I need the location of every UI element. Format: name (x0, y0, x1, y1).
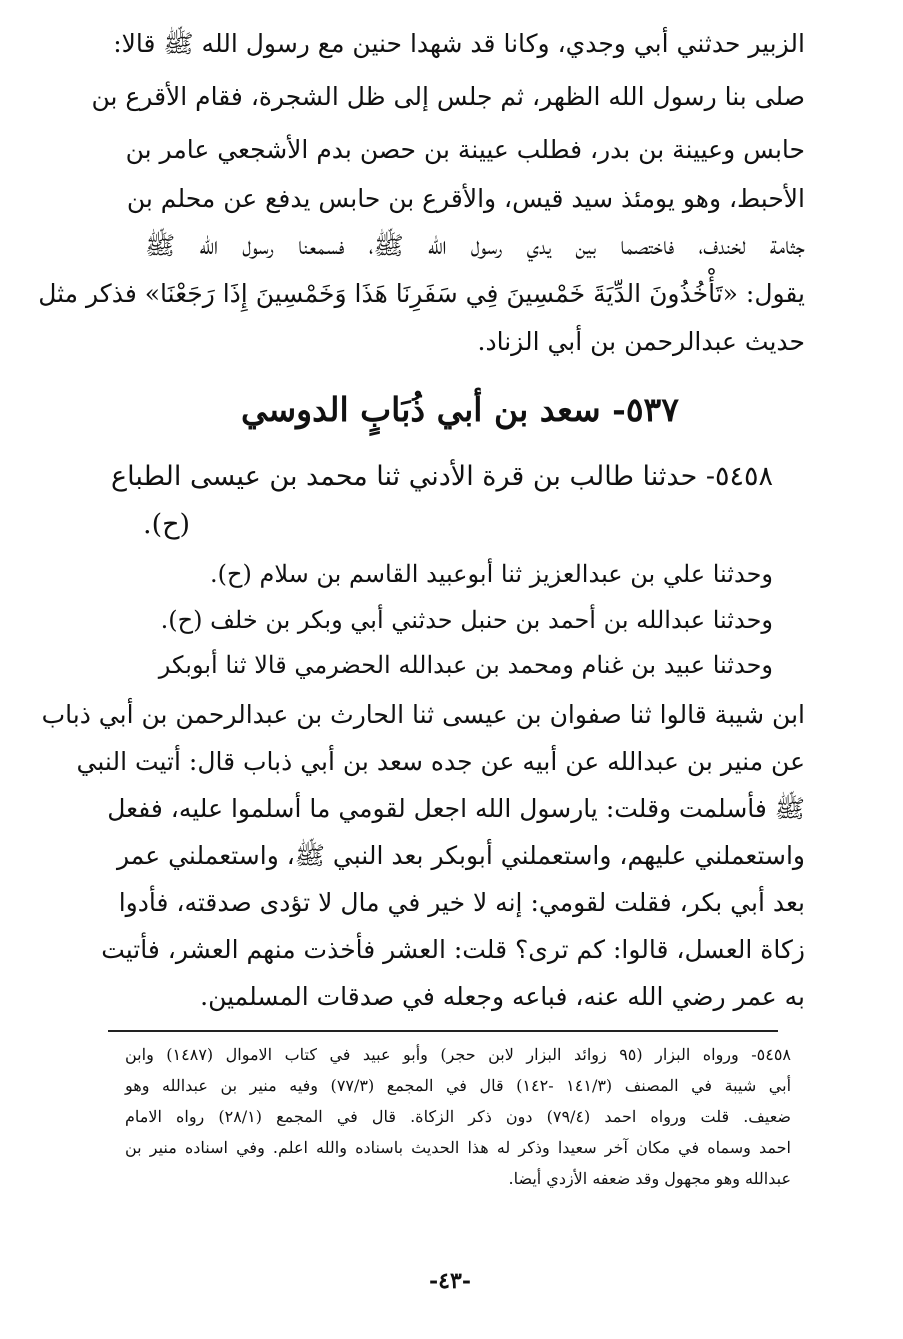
hadith-body-line-7: به عمر رضي الله عنه، فباعه وجعله في صدقات المسلمين. (200, 982, 805, 1011)
continued-text-line-6: يقول: «تَأْخُذُونَ الدِّيَةَ خَمْسِينَ فِي سَفَرِنَا هَذَا وَخَمْسِينَ إِذَا رَجَعْنَا» فذكر مثل (38, 279, 805, 308)
section-heading: ٥٣٧- سعد بن أبي ذُبَابٍ الدوسي (240, 390, 680, 429)
page-number: -٤٣- (429, 1268, 471, 1294)
continued-text-line-1: الزبير حدثني أبي وجدي، وكانا قد شهدا حنين مع رسول الله ﷺ قالا: (113, 29, 805, 58)
hadith-body-line-1: ابن شيبة قالوا ثنا صفوان بن عيسى ثنا الحارث بن عبدالرحمن بن أبي ذباب (41, 700, 805, 729)
hadith-body-line-3: ﷺ فأسلمت وقلت: يارسول الله اجعل لقومي ما أسلموا عليه، ففعل (107, 794, 805, 823)
hadith-opening-line: ٥٤٥٨- حدثنا طالب بن قرة الأدني ثنا محمد بن عيسى الطباع (111, 461, 773, 492)
footnote-line-1: ٥٤٥٨- ورواه البزار (٩٥ زوائد البزار لابن حجر) وأبو عبيد في كتاب الاموال (١٤٨٧) وابن (125, 1045, 791, 1064)
chain-line-3: وحدثنا عبيد بن غنام ومحمد بن عبدالله الحضرمي قالا ثنا أبوبكر (158, 651, 773, 679)
hadith-body-line-2: عن منير بن عبدالله عن أبيه عن جده سعد بن أبي ذباب قال: أتيت النبي (76, 747, 805, 776)
chain-line-2: وحدثنا عبدالله بن أحمد بن حنبل حدثني أبي وبكر بن خلف (ح). (160, 606, 773, 634)
footnote-line-4: احمد وسماه في مكان آخر سعيدا وذكر له هذا الحديث باسناده والله اعلم. وفي اسناده منير بن (125, 1138, 791, 1157)
continued-text-line-2: صلى بنا رسول الله الظهر، ثم جلس إلى ظل الشجرة، فقام الأقرع بن (91, 82, 805, 111)
footnote-line-3: ضعيف. قلت ورواه احمد (٧٩/٤) دون ذكر الزكاة. قال في المجمع (٢٨/١) رواه الامام (125, 1107, 791, 1126)
continued-text-line-4: الأحبط، وهو يومئذ سيد قيس، والأقرع بن حابس يدفع عن محلم بن (126, 184, 805, 213)
footnote-line-2: أبي شيبة في المصنف (١٤١/٣ -١٤٢) قال في المجمع (٧٧/٣) وفيه منير بن عبدالله وهو (125, 1076, 792, 1095)
hadith-body-line-5: بعد أبي بكر، فقلت لقومي: إنه لا خير في مال لا تؤدى صدقته، فأدوا (118, 888, 805, 917)
hadith-body-line-4: واستعملني عليهم، واستعملني أبوبكر بعد النبي ﷺ، واستعملني عمر (116, 841, 805, 870)
chain-line-1: وحدثنا علي بن عبدالعزيز ثنا أبوعبيد القاسم بن سلام (ح). (209, 560, 773, 588)
hadith-opening-end: (ح). (143, 509, 191, 540)
hadith-body-line-6: زكاة العسل، قالوا: كم ترى؟ قلت: العشر فأخذت منهم العشر، فأتيت (101, 935, 805, 964)
footnote-line-5: عبدالله وهو مجهول وقد ضعفه الأزدي أيضا. (508, 1169, 791, 1188)
continued-text-line-3: حابس وعيينة بن بدر، فطلب عيينة بن حصن بدم الأشجعي عامر بن (125, 135, 805, 164)
footnote-separator (108, 1030, 778, 1032)
continued-text-line-5: جثامة لخندف، فاختصما بين يدي رسول الله ﷺ، فسمعنا رسول الله ﷺ (145, 231, 805, 260)
continued-text-line-7: حديث عبدالرحمن بن أبي الزناد. (477, 327, 805, 356)
